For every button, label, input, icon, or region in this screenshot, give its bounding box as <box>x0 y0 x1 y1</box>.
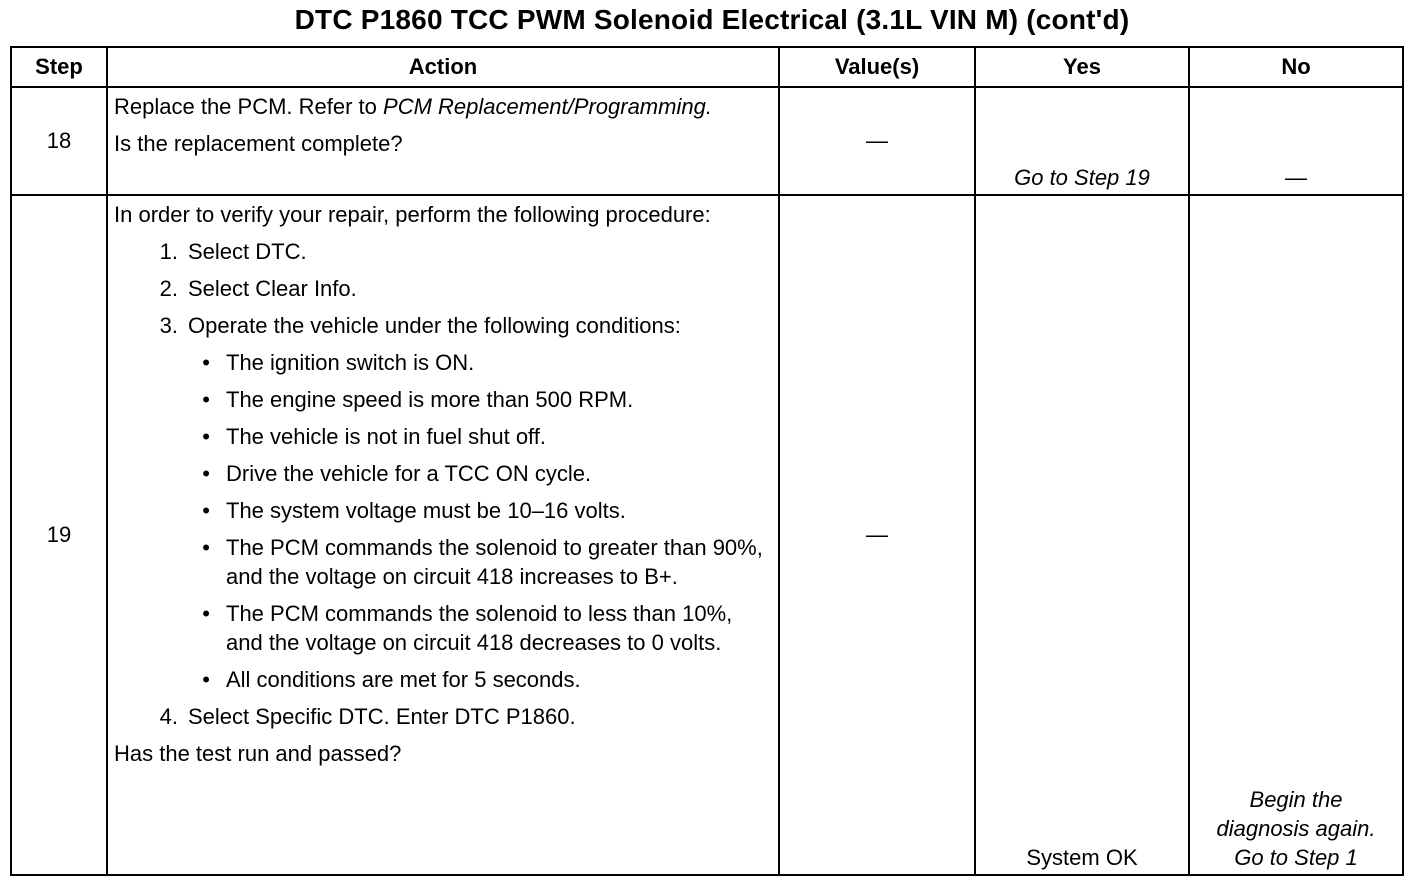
list-item: 1. Select DTC. <box>159 239 307 264</box>
condition-item: • All conditions are met for 5 seconds. <box>114 665 772 694</box>
list-item: 3. Operate the vehicle under the following conditions: <box>159 313 681 338</box>
bullet-icon: • <box>202 498 210 523</box>
condition-item: • The PCM commands the solenoid to less than 10%, and the voltage on circuit 418 decreases to 0 volts. <box>114 599 772 657</box>
action-cell <box>107 87 779 195</box>
value-cell: — <box>779 195 975 875</box>
header-no: No <box>1189 47 1403 87</box>
page-title: DTC P1860 TCC PWM Solenoid Electrical (3.1L VIN M) (cont'd) <box>294 4 1130 35</box>
bullet-icon: • <box>202 350 210 375</box>
action-intro: In order to verify your repair, perform the following procedure: <box>114 202 711 227</box>
header-row <box>11 47 1403 87</box>
condition-item: • Drive the vehicle for a TCC ON cycle. <box>114 459 772 488</box>
header-action: Action <box>107 47 779 87</box>
value-cell: — <box>779 87 975 195</box>
bullet-icon: • <box>202 601 210 626</box>
table-row-step-19 <box>11 195 1403 875</box>
header-values: Value(s) <box>779 47 975 87</box>
condition-item: • The PCM commands the solenoid to greater than 90%, and the voltage on circuit 418 increases to B+. <box>114 533 772 591</box>
bullet-icon: • <box>202 424 210 449</box>
table-row-step-18 <box>11 87 1403 195</box>
action-question: Is the replacement complete? <box>114 131 403 156</box>
yes-cell: Go to Step 19 <box>975 87 1189 195</box>
action-text: Replace the PCM. Refer to PCM Replacement/Programming. <box>114 94 712 119</box>
bullet-icon: • <box>202 461 210 486</box>
header-yes: Yes <box>975 47 1189 87</box>
yes-cell: System OK <box>975 195 1189 875</box>
step-number: 18 <box>11 87 107 195</box>
list-item: 2. Select Clear Info. <box>159 276 357 301</box>
bullet-icon: • <box>202 667 210 692</box>
list-item: 4. Select Specific DTC. Enter DTC P1860. <box>159 704 576 729</box>
bullet-icon: • <box>202 387 210 412</box>
no-cell: Begin the diagnosis again. Go to Step 1 <box>1189 195 1403 875</box>
condition-item: • The ignition switch is ON. <box>114 348 772 377</box>
diagnostic-table <box>10 46 1404 876</box>
condition-item: • The vehicle is not in fuel shut off. <box>114 422 772 451</box>
no-cell: — <box>1189 87 1403 195</box>
bullet-icon: • <box>202 535 210 560</box>
action-cell <box>107 195 779 875</box>
action-question: Has the test run and passed? <box>114 741 402 766</box>
header-step: Step <box>11 47 107 87</box>
condition-item: • The engine speed is more than 500 RPM. <box>114 385 772 414</box>
step-number: 19 <box>11 195 107 875</box>
reference-link: PCM Replacement/Programming. <box>383 94 712 119</box>
condition-item: • The system voltage must be 10–16 volts. <box>114 496 772 525</box>
